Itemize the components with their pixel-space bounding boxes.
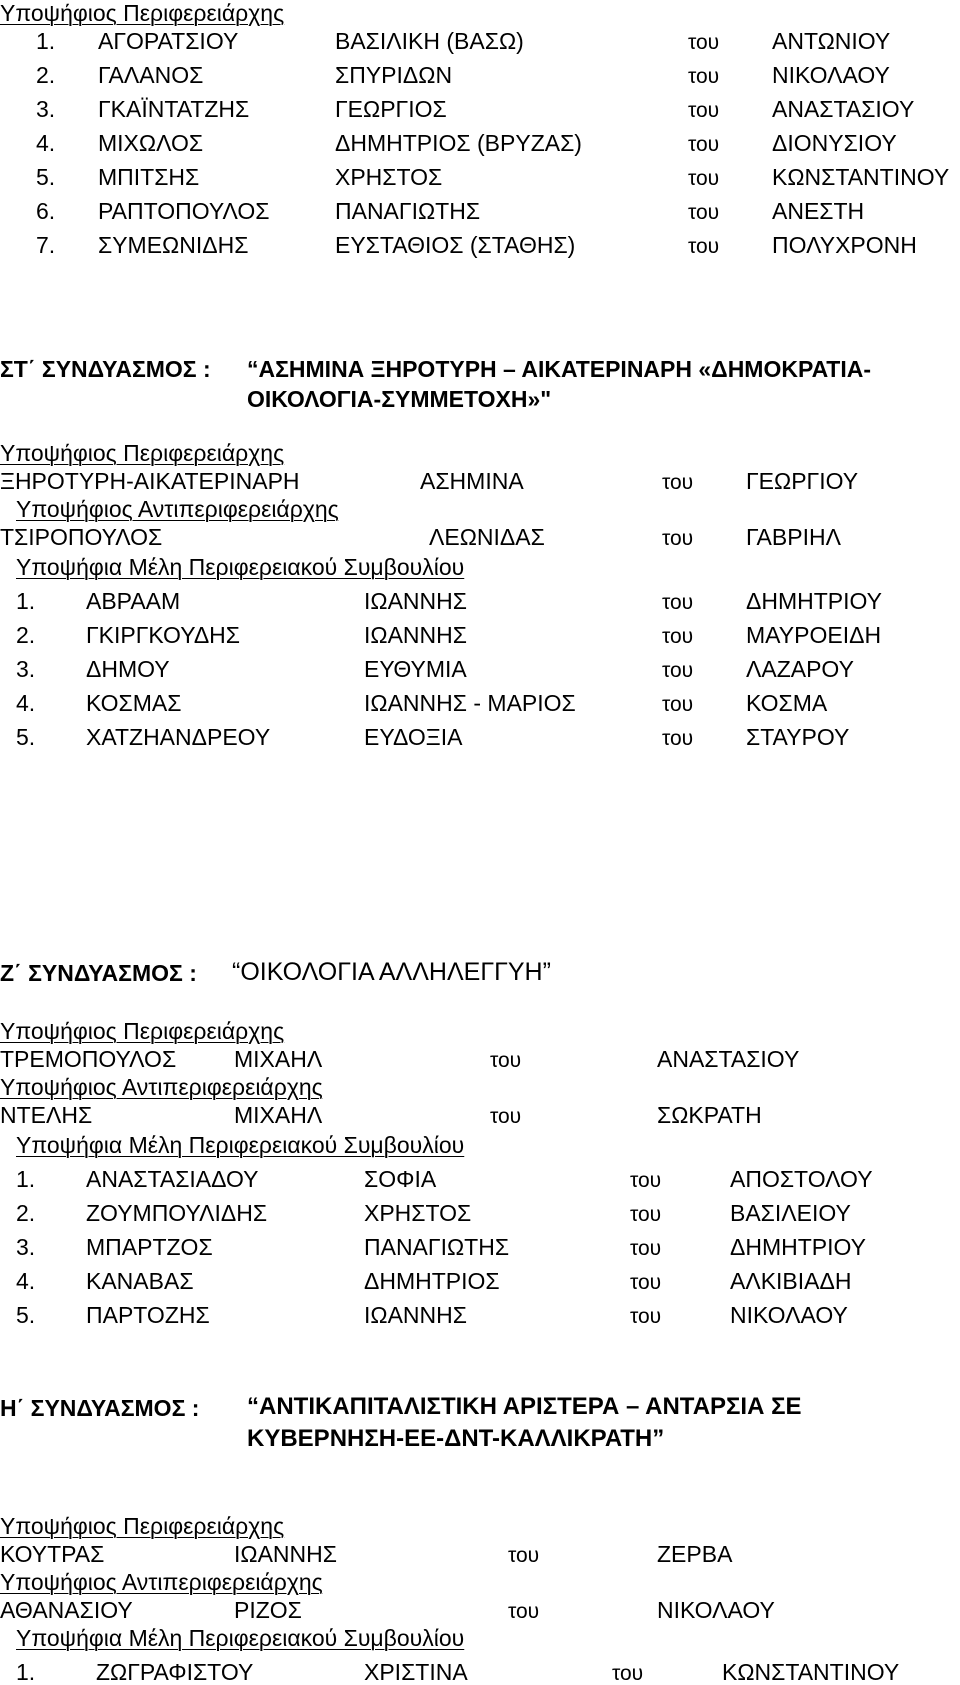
h-coalition-title-line1: “ΑΝΤΙΚΑΠΙΤΑΛΙΣΤΙΚΗ ΑΡΙΣΤΕΡΑ – ΑΝΤΑΡΣΙΑ ΣΕ (247, 1393, 802, 1420)
h-vice-tou: του (508, 1600, 540, 1623)
block1-father: ΑΝΤΩΝΙΟΥ (772, 28, 891, 54)
z-governor-name: ΜΙΧΑΗΛ (234, 1046, 323, 1072)
st-vice-header: Υποψήφιος Αντιπεριφερειάρχης (16, 496, 339, 522)
z-member-name: ΠΑΝΑΓΙΩΤΗΣ (364, 1234, 510, 1260)
st-vice-surname: ΤΣΙΡΟΠΟΥΛΟΣ (0, 524, 163, 550)
z-member-num: 5. (16, 1302, 36, 1328)
st-member-tou: του (662, 693, 694, 716)
st-governor-name: ΑΣΗΜΙΝΑ (420, 468, 524, 494)
st-member-surname: ΚΟΣΜΑΣ (86, 690, 182, 716)
st-member-tou: του (662, 625, 694, 648)
block1-name: ΓΕΩΡΓΙΟΣ (335, 96, 447, 122)
block1-num: 6. (36, 198, 56, 224)
h-member-father: ΚΩΝΣΤΑΝΤΙΝΟΥ (722, 1659, 900, 1685)
block1-tou: του (688, 99, 720, 122)
z-vice-surname: ΝΤΕΛΗΣ (0, 1102, 93, 1128)
block1-surname: ΜΙΧΩΛΟΣ (98, 130, 204, 156)
z-member-surname: ΚΑΝΑΒΑΣ (86, 1268, 194, 1294)
st-coalition-title-line2: ΟΙΚΟΛΟΓΙΑ-ΣΥΜΜΕΤΟΧΗ»" (247, 386, 552, 412)
block1-father: ΠΟΛΥΧΡΟΝΗ (772, 232, 917, 258)
st-members-header: Υποψήφια Μέλη Περιφερειακού Συμβουλίου (16, 554, 465, 580)
st-member-num: 1. (16, 588, 36, 614)
st-member-num: 4. (16, 690, 36, 716)
h-vice-surname: ΑΘΑΝΑΣΙΟΥ (0, 1597, 133, 1623)
h-member-tou: του (612, 1662, 644, 1685)
z-member-surname: ΑΝΑΣΤΑΣΙΑΔΟΥ (86, 1166, 259, 1192)
h-governor-header: Υποψήφιος Περιφερειάρχης (0, 1513, 285, 1539)
block1-name: ΕΥΣΤΑΘΙΟΣ (ΣΤΑΘΗΣ) (335, 232, 576, 258)
h-governor-father: ΖΕΡΒΑ (657, 1541, 733, 1567)
z-member-father: ΝΙΚΟΛΑΟΥ (730, 1302, 848, 1328)
h-member-surname: ΖΩΓΡΑΦΙΣΤΟΥ (96, 1659, 254, 1685)
h-member-name: ΧΡΙΣΤΙΝΑ (364, 1659, 468, 1685)
z-member-tou: του (630, 1169, 662, 1192)
z-coalition-title: “ΟΙΚΟΛΟΓΙΑ ΑΛΛΗΛΕΓΓΥΗ” (232, 958, 551, 986)
z-vice-father: ΣΩΚΡΑΤΗ (657, 1102, 762, 1128)
st-member-father: ΚΟΣΜΑ (746, 690, 828, 716)
h-vice-header: Υποψήφιος Αντιπεριφερειάρχης (0, 1569, 323, 1595)
z-members-header: Υποψήφια Μέλη Περιφερειακού Συμβουλίου (16, 1132, 465, 1158)
block1-tou: του (688, 201, 720, 224)
st-vice-name: ΛΕΩΝΙΔΑΣ (429, 524, 545, 550)
st-member-num: 3. (16, 656, 36, 682)
block1-num: 7. (36, 232, 56, 258)
z-member-father: ΔΗΜΗΤΡΙΟΥ (730, 1234, 867, 1260)
st-member-tou: του (662, 591, 694, 614)
st-member-father: ΔΗΜΗΤΡΙΟΥ (746, 588, 883, 614)
block1-num: 2. (36, 62, 56, 88)
block1-tou: του (688, 65, 720, 88)
block1-num: 3. (36, 96, 56, 122)
z-member-num: 3. (16, 1234, 36, 1260)
z-member-surname: ΜΠΑΡΤΖΟΣ (86, 1234, 213, 1260)
h-member-num: 1. (16, 1659, 36, 1685)
block1-name: ΧΡΗΣΤΟΣ (335, 164, 443, 190)
block1-surname: ΣΥΜΕΩΝΙΔΗΣ (98, 232, 249, 258)
block1-father: ΚΩΝΣΤΑΝΤΙΝΟΥ (772, 164, 950, 190)
st-coalition-label: ΣΤ΄ ΣΥΝΔΥΑΣΜΟΣ : (0, 356, 211, 382)
z-member-tou: του (630, 1203, 662, 1226)
h-members-header: Υποψήφια Μέλη Περιφερειακού Συμβουλίου (16, 1625, 465, 1651)
z-governor-surname: ΤΡΕΜΟΠΟΥΛΟΣ (0, 1046, 177, 1072)
block1-father: ΝΙΚΟΛΑΟΥ (772, 62, 890, 88)
st-vice-tou: του (662, 527, 694, 550)
z-member-tou: του (630, 1305, 662, 1328)
st-coalition-title-line1: “ΑΣΗΜΙΝΑ ΞΗΡΟΤΥΡΗ – ΑΙΚΑΤΕΡΙΝΑΡΗ «ΔΗΜΟΚΡΑΤΙΑ- (247, 356, 872, 382)
st-member-tou: του (662, 659, 694, 682)
z-governor-tou: του (490, 1049, 522, 1072)
block1-surname: ΓΑΛΑΝΟΣ (98, 62, 204, 88)
st-member-name: ΕΥΔΟΞΙΑ (364, 724, 463, 750)
st-member-num: 2. (16, 622, 36, 648)
z-vice-header: Υποψήφιος Αντιπεριφερειάρχης (0, 1074, 323, 1100)
z-coalition-label: Ζ΄ ΣΥΝΔΥΑΣΜΟΣ : (0, 960, 197, 986)
st-member-father: ΛΑΖΑΡΟΥ (746, 656, 854, 682)
block1-governor-header: Υποψήφιος Περιφερειάρχης (0, 0, 285, 26)
block1-num: 5. (36, 164, 56, 190)
block1-name: ΒΑΣΙΛΙΚΗ (ΒΑΣΩ) (335, 28, 524, 54)
block1-father: ΑΝΑΣΤΑΣΙΟΥ (772, 96, 915, 122)
st-governor-surname: ΞΗΡΟΤΥΡΗ-ΑΙΚΑΤΕΡΙΝΑΡΗ (0, 468, 300, 494)
block1-num: 4. (36, 130, 56, 156)
block1-tou: του (688, 235, 720, 258)
h-governor-tou: του (508, 1544, 540, 1567)
st-governor-header: Υποψήφιος Περιφερειάρχης (0, 440, 285, 466)
block1-surname: ΑΓΟΡΑΤΣΙΟΥ (98, 28, 239, 54)
st-member-num: 5. (16, 724, 36, 750)
h-vice-father: ΝΙΚΟΛΑΟΥ (657, 1597, 775, 1623)
st-governor-tou: του (662, 471, 694, 494)
block1-surname: ΜΠΙΤΣΗΣ (98, 164, 200, 190)
z-member-tou: του (630, 1237, 662, 1260)
st-member-father: ΣΤΑΥΡΟΥ (746, 724, 850, 750)
st-member-surname: ΔΗΜΟΥ (86, 656, 170, 682)
st-member-name: ΙΩΑΝΝΗΣ - ΜΑΡΙΟΣ (364, 690, 576, 716)
h-governor-surname: ΚΟΥΤΡΑΣ (0, 1541, 105, 1567)
block1-name: ΔΗΜΗΤΡΙΟΣ (ΒΡΥΖΑΣ) (335, 130, 582, 156)
z-governor-header: Υποψήφιος Περιφερειάρχης (0, 1018, 285, 1044)
z-member-name: ΔΗΜΗΤΡΙΟΣ (364, 1268, 500, 1294)
st-member-name: ΕΥΘΥΜΙΑ (364, 656, 467, 682)
z-member-name: ΧΡΗΣΤΟΣ (364, 1200, 472, 1226)
z-member-father: ΑΠΟΣΤΟΛΟΥ (730, 1166, 873, 1192)
z-member-tou: του (630, 1271, 662, 1294)
z-member-father: ΒΑΣΙΛΕΙΟΥ (730, 1200, 851, 1226)
st-member-name: ΙΩΑΝΝΗΣ (364, 622, 467, 648)
st-member-tou: του (662, 727, 694, 750)
st-member-name: ΙΩΑΝΝΗΣ (364, 588, 467, 614)
st-member-surname: ΓΚΙΡΓΚΟΥΔΗΣ (86, 622, 241, 648)
st-vice-father: ΓΑΒΡΙΗΛ (746, 524, 841, 550)
block1-name: ΣΠΥΡΙΔΩΝ (335, 62, 453, 88)
h-coalition-label: Η΄ ΣΥΝΔΥΑΣΜΟΣ : (0, 1395, 200, 1421)
z-member-surname: ΖΟΥΜΠΟΥΛΙΔΗΣ (86, 1200, 268, 1226)
z-vice-name: ΜΙΧΑΗΛ (234, 1102, 323, 1128)
st-member-surname: ΑΒΡΑΑΜ (86, 588, 181, 614)
h-vice-name: ΡΙΖΟΣ (234, 1597, 302, 1623)
block1-tou: του (688, 133, 720, 156)
block1-num: 1. (36, 28, 56, 54)
z-member-name: ΣΟΦΙΑ (364, 1166, 437, 1192)
st-governor-father: ΓΕΩΡΓΙΟΥ (746, 468, 859, 494)
z-member-father: ΑΛΚΙΒΙΑΔΗ (730, 1268, 852, 1294)
h-governor-name: ΙΩΑΝΝΗΣ (234, 1541, 337, 1567)
st-member-father: ΜΑΥΡΟΕΙΔΗ (746, 622, 882, 648)
z-member-surname: ΠΑΡΤΟΖΗΣ (86, 1302, 210, 1328)
block1-father: ΑΝΕΣΤΗ (772, 198, 865, 224)
z-governor-father: ΑΝΑΣΤΑΣΙΟΥ (657, 1046, 800, 1072)
block1-surname: ΓΚΑΪΝΤΑΤΖΗΣ (98, 96, 250, 122)
z-vice-tou: του (490, 1105, 522, 1128)
block1-surname: ΡΑΠΤΟΠΟΥΛΟΣ (98, 198, 270, 224)
block1-father: ΔΙΟΝΥΣΙΟΥ (772, 130, 897, 156)
z-member-num: 2. (16, 1200, 36, 1226)
z-member-num: 1. (16, 1166, 36, 1192)
block1-tou: του (688, 31, 720, 54)
st-member-surname: ΧΑΤΖΗΑΝΔΡΕΟΥ (86, 724, 271, 750)
block1-name: ΠΑΝΑΓΙΩΤΗΣ (335, 198, 481, 224)
z-member-num: 4. (16, 1268, 36, 1294)
block1-tou: του (688, 167, 720, 190)
h-coalition-title-line2: ΚΥΒΕΡΝΗΣΗ-ΕΕ-ΔΝΤ-ΚΑΛΛΙΚΡΑΤΗ” (247, 1425, 665, 1452)
z-member-name: ΙΩΑΝΝΗΣ (364, 1302, 467, 1328)
